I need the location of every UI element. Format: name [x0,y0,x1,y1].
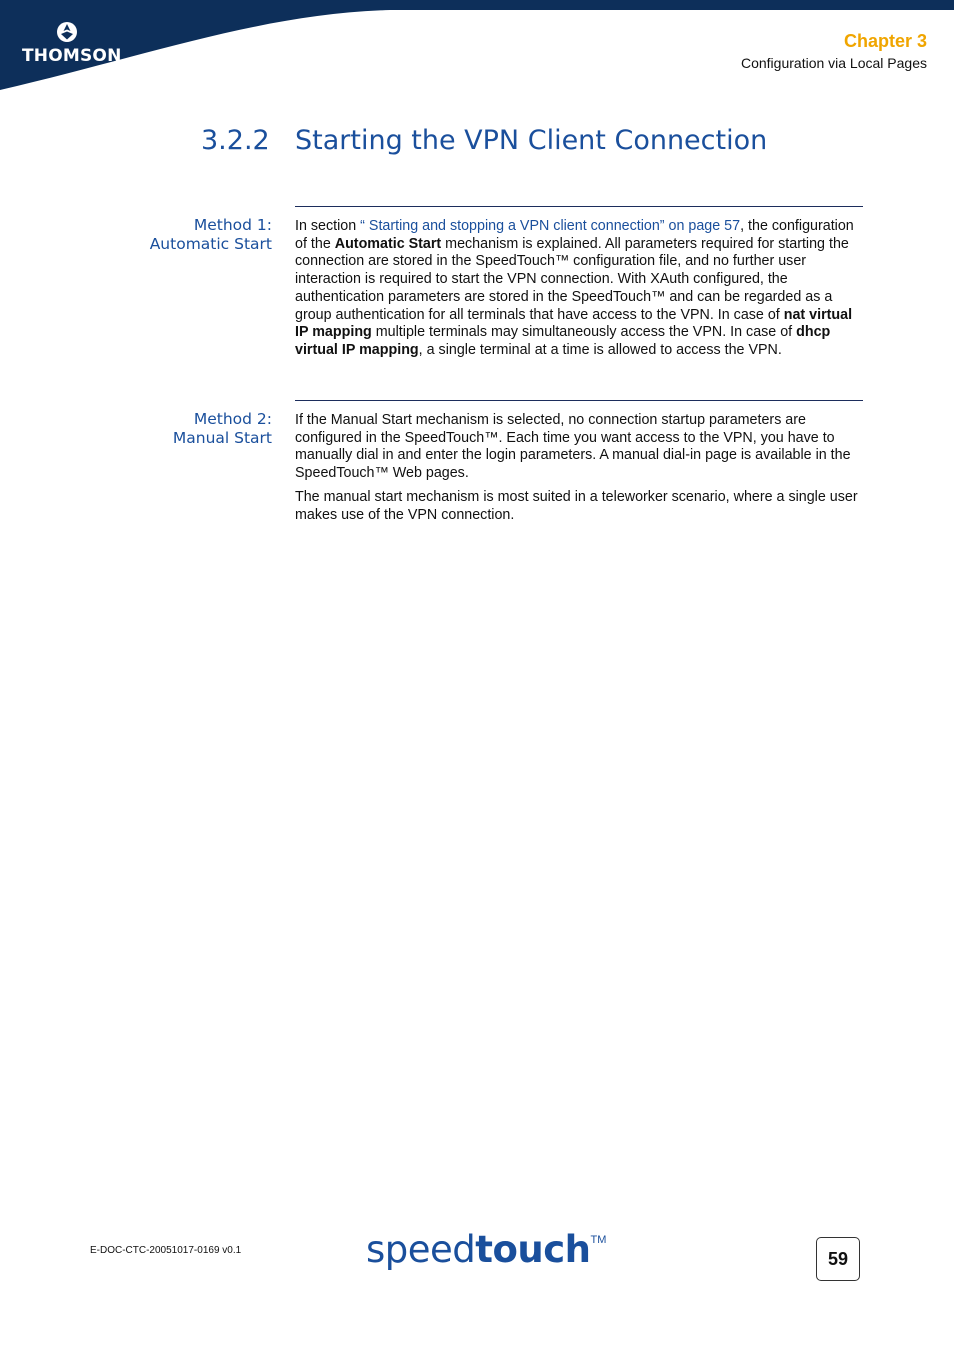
body-text: If the Manual Start mechanism is selected, no connection startup parameters are configured in the SpeedTouch™. Each time you want access to the VPN, you have to manually dial in and enter the login parameters. A manual dial-in page is available in the SpeedTouch™ Web pages. [295,412,851,482]
body-text: , the configuration of the [295,218,854,252]
bold-term: nat virtual IP mapping [295,306,853,341]
body-text: , a single terminal at a time is allowed to access the VPN. [418,341,782,358]
method-2-label [173,410,272,448]
chapter-subtitle: Configuration via Local Pages [740,55,927,71]
logo-touch: touch [475,1228,591,1271]
thomson-logo-icon [56,21,78,43]
method-1-body [295,218,865,366]
method-2-label-line2: Manual Start [172,429,272,447]
body-text: The manual start mechanism is most suited in a teleworker scenario, where a single user makes use of the VPN connection. [295,488,858,523]
method-1-paragraph [295,218,865,360]
header-band [0,0,954,95]
brand-name: THOMSON [22,46,122,66]
method-2-body [295,412,865,530]
page-number: 59 [816,1237,860,1281]
method-2-paragraph [295,489,865,524]
logo-speed: speed [366,1228,476,1271]
bold-term: Automatic Start [334,235,442,252]
section-number: 3.2.2 [201,125,270,156]
method-1-label-line2: Automatic Start [149,235,272,253]
document-id: E-DOC-CTC-20051017-0169 v0.1 [90,1245,242,1256]
section-title: Starting the VPN Client Connection [295,125,768,156]
method-2-paragraph [295,412,865,483]
method-1-divider [295,206,863,207]
body-text: mechanism is explained. All parameters required for starting the connection are stored in the SpeedTouch™ configuration file, and no further user interaction is required to start the VPN connection. With XAuth configured, the authentication parameters are stored in the SpeedTouch™ and can be regarded as a group authentication for all terminals that have access to the VPN. In case of [295,235,849,323]
speedtouch-logo [366,1228,606,1271]
cross-reference-link[interactable]: “ Starting and stopping a VPN client connection” on page 57 [360,218,741,234]
method-2-divider [295,400,863,401]
body-text: multiple terminals may simultaneously access the VPN. In case of [371,324,797,341]
method-1-label-line1: Method 1: [193,216,272,234]
method-2-label-line1: Method 2: [193,410,272,428]
method-1-label [150,216,272,254]
body-text: In section [295,218,361,234]
chapter-title: Chapter 3 [843,31,927,51]
section-heading [201,125,767,156]
logo-trademark: TM [590,1234,607,1246]
bold-term: dhcp virtual IP mapping [295,324,831,358]
